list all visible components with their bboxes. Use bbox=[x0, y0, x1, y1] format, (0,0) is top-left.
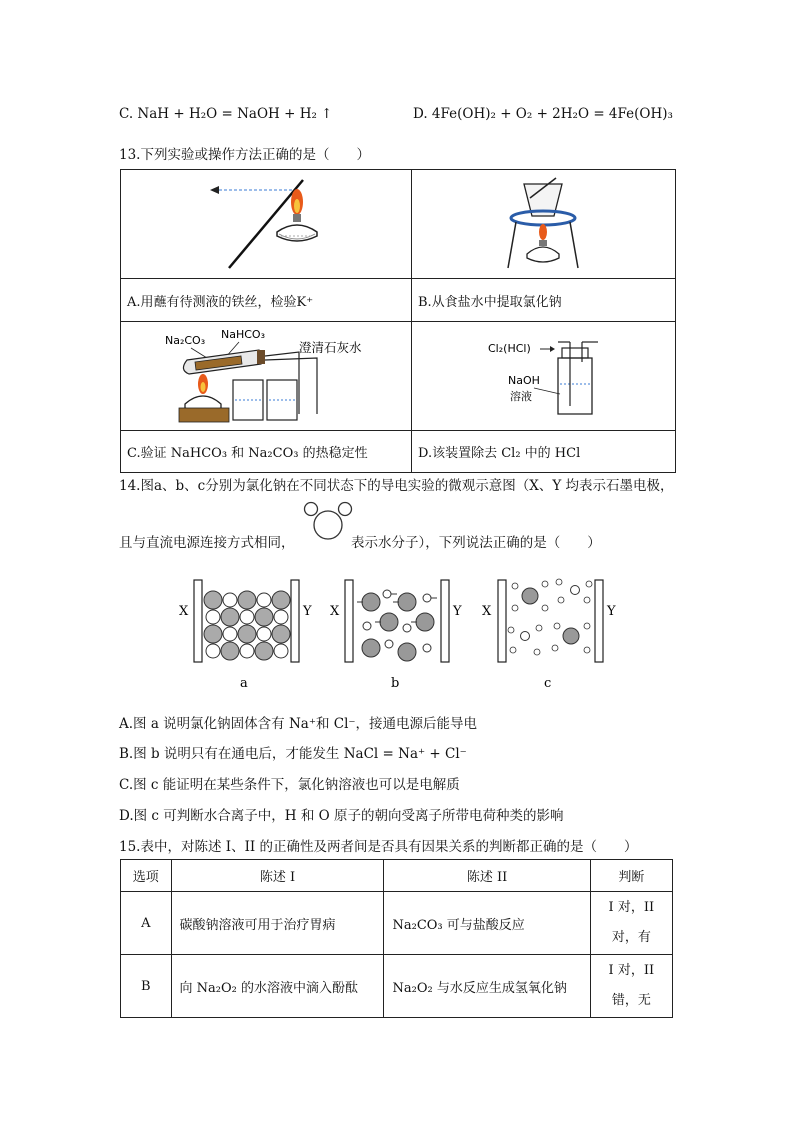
table-row bbox=[121, 892, 673, 955]
row-statement-1: 向 Na₂O₂ 的水溶液中滴入酚酞 bbox=[171, 955, 384, 1018]
judgement-line-1: I 对，II bbox=[608, 900, 655, 915]
row-option: B bbox=[121, 955, 172, 1018]
header-option: 选项 bbox=[121, 860, 172, 892]
row-statement-2: Na₂CO₃ 可与盐酸反应 bbox=[384, 892, 590, 955]
q15-stem: 15.表中，对陈述 I、II 的正确性及两者间是否具有因果关系的判断都正确的是（ ） bbox=[119, 839, 638, 855]
electrode-y-label: Y bbox=[607, 604, 616, 619]
figure-a bbox=[179, 580, 312, 691]
q13-option-d: D.该装置除去 Cl₂ 中的 HCl bbox=[412, 431, 676, 473]
q14-figures bbox=[175, 570, 625, 695]
nahco3-label: NaHCO₃ bbox=[221, 328, 265, 341]
table-header-row bbox=[121, 860, 673, 892]
gas-washing-figure bbox=[412, 322, 675, 426]
q14-stem-line2a: 且与直流电源连接方式相同， bbox=[119, 535, 295, 551]
electrode-x-label: X bbox=[179, 604, 189, 619]
q13-option-c: C.验证 NaHCO₃ 和 Na₂CO₃ 的热稳定性 bbox=[121, 431, 412, 473]
naoh-label: NaOH bbox=[508, 374, 540, 387]
electrode-x-label: X bbox=[330, 604, 340, 619]
row-statement-1: 碳酸钠溶液可用于治疗胃病 bbox=[171, 892, 384, 955]
figure-b-label: b bbox=[391, 676, 400, 691]
figure-a-label: a bbox=[240, 676, 248, 691]
electrode-x-label: X bbox=[482, 604, 492, 619]
judgement-line-1: I 对，II bbox=[608, 963, 655, 978]
q13-figure-b bbox=[412, 170, 676, 279]
table-row bbox=[121, 955, 673, 1018]
q12-option-c: C. NaH + H₂O = NaOH + H₂ ↑ bbox=[119, 106, 333, 122]
solution-label: 溶液 bbox=[510, 390, 532, 403]
q14-stem-line1: 14.图a、b、c分别为氯化钠在不同状态下的导电实验的微观示意图（X、Y 均表示石墨电极， bbox=[119, 478, 674, 494]
thermal-stability-figure bbox=[121, 322, 411, 426]
q13-figure-a bbox=[121, 170, 412, 279]
figure-c bbox=[482, 579, 616, 691]
q14-option-a: A.图 a 说明氯化钠固体含有 Na⁺和 Cl⁻，接通电源后能导电 bbox=[119, 716, 478, 732]
eye-icon bbox=[210, 186, 219, 194]
electrode-y-label: Y bbox=[453, 604, 462, 619]
header-statement-2: 陈述 II bbox=[384, 860, 590, 892]
iron-wire bbox=[229, 180, 303, 268]
row-option: A bbox=[121, 892, 172, 955]
q14-stem-line2b: 表示水分子），下列说法正确的是（ ） bbox=[351, 535, 601, 551]
evaporation-figure bbox=[412, 170, 675, 274]
alcohol-lamp bbox=[527, 247, 559, 262]
electrode-y-label: Y bbox=[303, 604, 312, 619]
q14-option-c: C.图 c 能证明在某些条件下，氯化钠溶液也可以是电解质 bbox=[119, 777, 460, 793]
washing-bottle bbox=[558, 358, 592, 414]
q15-table bbox=[120, 859, 673, 1018]
q12-option-d: D. 4Fe(OH)₂ + O₂ + 2H₂O = 4Fe(OH)₃ bbox=[413, 106, 673, 122]
water-molecule-icon bbox=[302, 501, 354, 545]
q13-stem: 13.下列实验或操作方法正确的是（ ） bbox=[119, 147, 370, 163]
q13-figure-d bbox=[412, 322, 676, 431]
q13-table bbox=[120, 169, 676, 473]
cl2-hcl-label: Cl₂(HCl) bbox=[488, 342, 531, 355]
header-judgement: 判断 bbox=[590, 860, 672, 892]
flame-test-figure bbox=[121, 170, 411, 274]
q14-option-b: B.图 b 说明只有在通电后，才能发生 NaCl = Na⁺ + Cl⁻ bbox=[119, 746, 467, 762]
figure-c-label: c bbox=[544, 676, 552, 691]
row-judgement bbox=[590, 955, 672, 1018]
q14-option-d: D.图 c 可判断水合离子中，H 和 O 原子的朝向受离子所带电荷种类的影响 bbox=[119, 808, 564, 824]
header-statement-1: 陈述 I bbox=[171, 860, 384, 892]
limewater-label: 澄清石灰水 bbox=[299, 340, 362, 355]
na2co3-label: Na₂CO₃ bbox=[165, 334, 206, 347]
judgement-line-2: 对，有 bbox=[611, 930, 651, 945]
q13-option-a: A.用蘸有待测液的铁丝，检验K⁺ bbox=[121, 279, 412, 322]
row-judgement bbox=[590, 892, 672, 955]
row-statement-2: Na₂O₂ 与水反应生成氢氧化钠 bbox=[384, 955, 590, 1018]
judgement-line-2: 错，无 bbox=[611, 993, 651, 1008]
q13-figure-c bbox=[121, 322, 412, 431]
figure-b bbox=[330, 580, 462, 691]
q13-option-b: B.从食盐水中提取氯化钠 bbox=[412, 279, 676, 322]
